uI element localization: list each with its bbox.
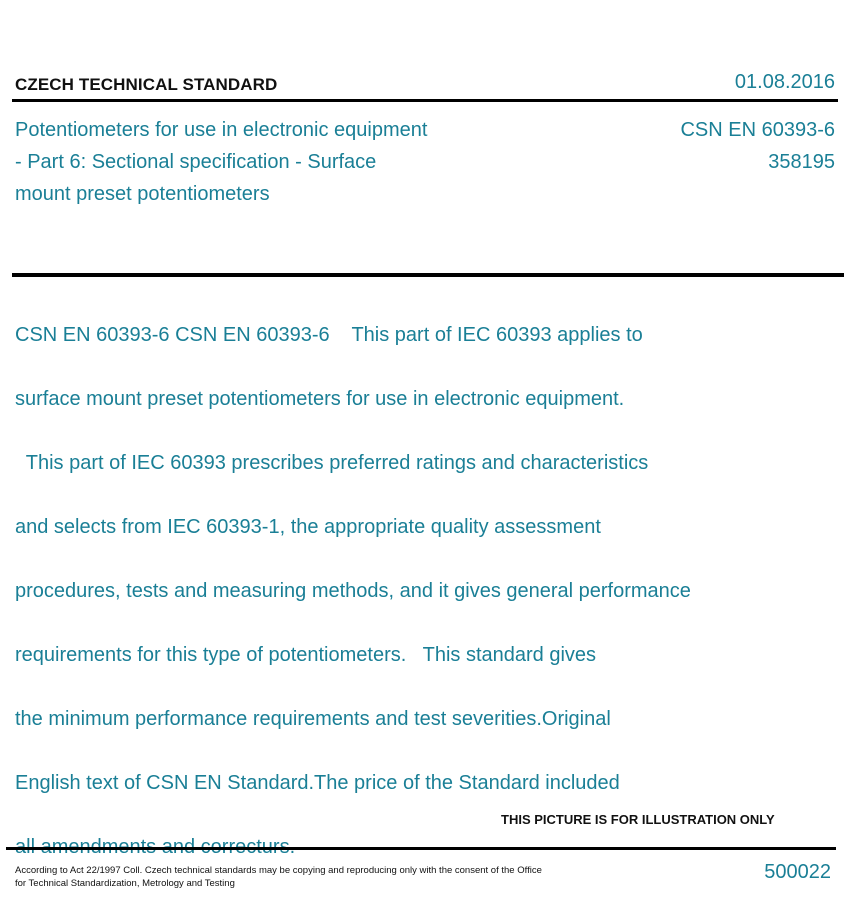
abstract-line: CSN EN 60393-6 CSN EN 60393-6 This part of IEC 60393 applies to <box>15 324 643 346</box>
middle-divider <box>12 273 844 277</box>
legal-notice <box>15 864 575 890</box>
document-identifiers <box>680 114 835 178</box>
catalog-number: 358195 <box>768 151 835 173</box>
abstract-line: requirements for this type of potentiometers. This standard gives <box>15 644 597 666</box>
bottom-divider <box>6 847 836 850</box>
abstract-text <box>15 287 755 895</box>
document-title-line: mount preset potentiometers <box>15 183 270 205</box>
publication-date: 01.08.2016 <box>734 71 835 93</box>
footer-code: 500022 <box>764 861 831 883</box>
abstract-line: and selects from IEC 60393-1, the appropriate quality assessment <box>15 516 601 538</box>
standard-code: CSN EN 60393-6 <box>680 119 835 141</box>
abstract-line: surface mount preset potentiometers for use in electronic equipment. <box>15 388 625 410</box>
abstract-line: This part of IEC 60393 prescribes preferred ratings and characteristics <box>15 452 649 474</box>
abstract-line: the minimum performance requirements and test severities.Original <box>15 708 611 730</box>
legal-notice-line: for Technical Standardization, Metrology and Testing <box>15 878 235 889</box>
document-title <box>15 114 485 210</box>
legal-notice-line: According to Act 22/1997 Coll. Czech technical standards may be copying and reproducing only with the consent of the Office <box>15 865 542 876</box>
illustration-disclaimer: THIS PICTURE IS FOR ILLUSTRATION ONLY <box>501 812 775 827</box>
document-title-line: - Part 6: Sectional specification - Surface <box>15 151 377 173</box>
document-title-line: Potentiometers for use in electronic equipment <box>15 119 428 141</box>
standard-type-heading: CZECH TECHNICAL STANDARD <box>15 75 278 94</box>
abstract-line: English text of CSN EN Standard.The price of the Standard included <box>15 772 620 794</box>
abstract-line: procedures, tests and measuring methods, and it gives general performance <box>15 580 691 602</box>
top-divider <box>12 99 838 102</box>
